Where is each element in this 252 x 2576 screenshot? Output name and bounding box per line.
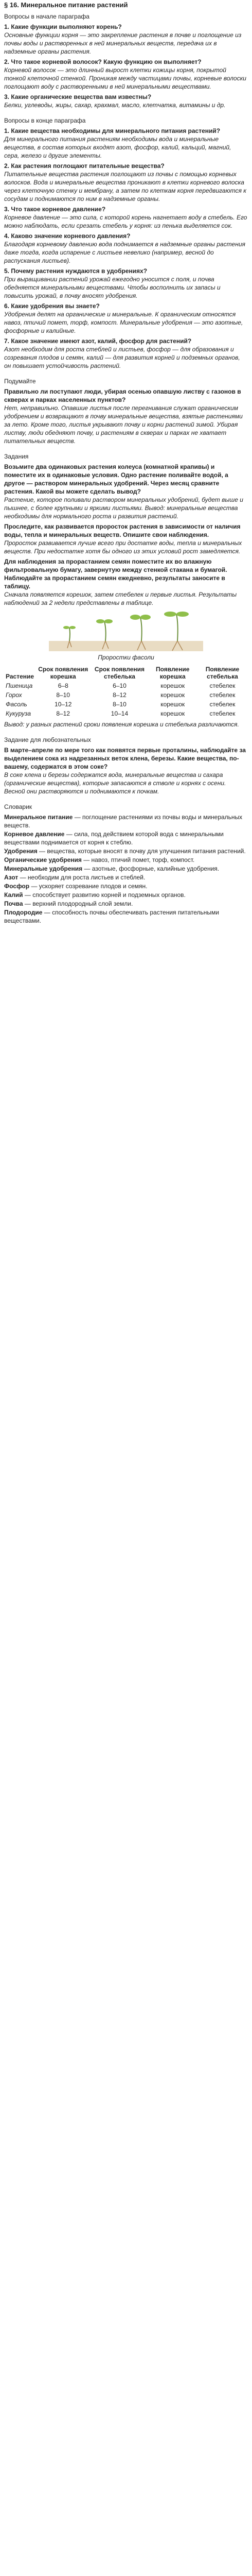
- table-cell: 6–8: [58, 682, 68, 689]
- column-header: Появление стебелька: [205, 666, 240, 680]
- glossary-term: Органические удобрения: [4, 856, 82, 863]
- table-cell: корешок: [160, 710, 185, 717]
- glossary-entry: [4, 882, 248, 890]
- glossary-definition: — ускоряет созревание плодов и семян.: [31, 883, 148, 890]
- answer: Белки, углеводы, жиры, сахар, крахмал, масло, клетчатка, витамины и др.: [4, 101, 226, 109]
- table-cell: 8–10: [56, 691, 70, 699]
- table-row: [4, 709, 248, 718]
- glossary-entry: [4, 900, 248, 908]
- column-header: Растение: [6, 673, 34, 680]
- table-cell: 8–12: [113, 691, 127, 699]
- glossary-entry: [4, 830, 248, 846]
- answer: Для минерального питания растениям необходимы вода и минеральные вещества, в состав которых входят азот, фосфор, калий, кальций, магний, сера, железо и другие элементы.: [4, 135, 231, 159]
- question: 3. Какие органические вещества вам известны?: [4, 93, 152, 100]
- column-header: Срок появления корешка: [38, 666, 88, 680]
- section-heading: Подумайте: [4, 378, 36, 385]
- answer: Корневой волосок — это длинный вырост клетки кожицы корня, покрытой тонкой клеточной стенкой. Проникая между частицами почвы, корневые волоски поглощают воду с растворенными в ней минеральными веществами.: [4, 66, 246, 90]
- glossary-entry: [4, 908, 248, 925]
- table-cell: 8–10: [113, 701, 127, 708]
- glossary-term: Минеральное питание: [4, 814, 73, 821]
- glossary-definition: — азотные, фосфорные, калийные удобрения.: [84, 865, 220, 872]
- question: 1. Какие функции выполняют корень?: [4, 23, 122, 30]
- glossary-definition: — верхний плодородный слой земли.: [24, 900, 133, 907]
- table-row: [4, 690, 248, 700]
- document-page: [0, 0, 252, 929]
- table-header-row: [4, 665, 248, 681]
- question: 3. Что такое корневое давление?: [4, 206, 106, 213]
- table-cell: стебелек: [209, 691, 236, 699]
- glossary-definition: — вещества, которые вносят в почву для улучшения питания растений.: [39, 848, 246, 855]
- task-text: Проследите, как развивается проросток растения в зависимости от наличия воды, тепла и минеральных веществ. Опишите свои наблюдения.: [4, 523, 241, 538]
- answer: Основные функции корня — это закрепление растения в почве и поглощение из почвы воды и растворенных в ней минеральных веществ, передача их в надземные органы растения.: [4, 31, 242, 55]
- figure-caption: Проростки фасоли: [98, 654, 154, 661]
- section-heading: Словарик: [4, 803, 32, 810]
- glossary-entry: [4, 873, 248, 882]
- section-tasks: [4, 452, 248, 728]
- section-think: [4, 377, 248, 445]
- question: 5. Почему растения нуждаются в удобрениях?: [4, 267, 148, 275]
- glossary-definition: — навоз, птичий помет, торф, компост.: [83, 856, 195, 863]
- table-cell: корешок: [160, 701, 185, 708]
- glossary-entry: [4, 813, 248, 829]
- glossary-entry: [4, 891, 248, 899]
- glossary-term: Удобрения: [4, 848, 38, 855]
- task-text: В марте–апреле по мере того как появятся первые проталины, наблюдайте за выделением сока из надрезанных веток клена, березы. Какие вещества, по-вашему, содержатся в этом соке?: [4, 747, 246, 770]
- answer: Питательные вещества растения поглощают из почвы с помощью корневых волосков. Вода и минеральные вещества проникают в клетки корневого волоска через клеточную стенку и мембрану, а затем по клеткам корня передвигаются к сосудам и поднимаются по ним в надземные органы.: [4, 171, 246, 202]
- task-answer: Проросток развивается лучше всего при достатке воды, тепла и минеральных веществ. При недостатке хотя бы одного из этих условий рост замедляется.: [4, 539, 242, 555]
- table-cell: 10–14: [111, 710, 129, 717]
- table-cell: 10–12: [55, 701, 72, 708]
- answer: Удобрения делят на органические и минеральные. К органическим относятся навоз, птичий помет, торф, компост. Минеральные удобрения — это азотные, фосфорные и калийные.: [4, 311, 243, 334]
- glossary-entry: [4, 847, 248, 855]
- column-header: Срок появления стебелька: [94, 666, 145, 680]
- question: 2. Как растения поглощают питательные вещества?: [4, 162, 165, 170]
- task-answer: В соке клена и березы содержатся вода, минеральные вещества и сахара (органические вещества), которые запасаются в стволе и корнях с осени. Весной они растворяются и поднимаются к почкам.: [4, 771, 226, 795]
- table-row: [4, 681, 248, 690]
- page-title: § 16. Минеральное питание растений: [4, 1, 128, 9]
- answer: Нет, неправильно. Опавшие листья после перегнивания служат органическим удобрением и возвращают в почву минеральные вещества, взятые растениями за лето. Кроме того, листья укрывают почву и корни растений зимой. Убирая листву, люди обедняют почву, и растениям в скверах и парках не хватает питательных веществ.: [4, 404, 243, 445]
- table-cell: Горох: [6, 691, 22, 699]
- answer: Азот необходим для роста стеблей и листьев, фосфор — для образования и созревания плодов и семян, калий — для развития корней и подземных органов, он повышает устойчивость растений.: [4, 346, 240, 369]
- glossary-definition: — поглощение растениями из почвы воды и минеральных веществ.: [4, 814, 243, 829]
- seedlings-figure: [4, 610, 248, 662]
- glossary-term: Корневое давление: [4, 831, 65, 838]
- table-cell: 6–10: [113, 682, 127, 689]
- section-end-questions: [4, 116, 248, 370]
- section-heading: Задание для любознательных: [4, 736, 91, 743]
- column-header: Появление корешка: [155, 666, 190, 680]
- section-heading: Вопросы в начале параграфа: [4, 13, 89, 20]
- task-text: Для наблюдения за прорастанием семян поместите их во влажную фильтровальную бумагу, завернутую между стенкой стакана и бумагой. Наблюдайте за прорастанием семян ежедневно, результаты заносите в таблицу.: [4, 558, 227, 590]
- glossary-term: Калий: [4, 891, 23, 899]
- observation-table: [4, 665, 248, 718]
- table-cell: стебелек: [209, 682, 236, 689]
- question: 1. Какие вещества необходимы для минерального питания растений?: [4, 127, 221, 134]
- task-answer: Сначала появляется корешок, затем стебелек и первые листья. Результаты наблюдений за 2 недели представлены в таблице.: [4, 591, 237, 606]
- section-glossary: [4, 803, 248, 925]
- glossary-entry: [4, 865, 248, 873]
- answer: При выращивании растений урожай ежегодно уносится с поля, и почва обедняется минеральными веществами. Чтобы восполнить их запасы и повысить урожай, в почву вносят удобрения.: [4, 276, 221, 299]
- table-cell: Пшеница: [6, 682, 33, 689]
- table-cell: 8–12: [56, 710, 70, 717]
- seedlings-illustration: [49, 610, 203, 651]
- glossary-definition: — необходим для роста листьев и стеблей.: [20, 874, 146, 881]
- task-answer: Растение, которое поливали раствором минеральных удобрений, будет выше и пышнее, с более крупными и яркими листьями. Вывод: минеральные вещества необходимы для нормального роста и развития растений.: [4, 496, 243, 520]
- glossary-definition: — способность почвы обеспечивать растения питательными веществами.: [4, 909, 219, 924]
- glossary-definition: — сила, под действием которой вода с минеральными веществами поднимается от корня к стеблю.: [4, 831, 224, 846]
- glossary-term: Фосфор: [4, 883, 30, 890]
- answer: Корневое давление — это сила, с которой корень нагнетает воду в стебель. Его можно наблюдать, если срезать стебель у корня: из пенька выделяется сок.: [4, 214, 247, 229]
- glossary-definition: — способствует развитию корней и подземных органов.: [24, 891, 186, 899]
- table-cell: стебелек: [209, 701, 236, 708]
- glossary-term: Минеральные удобрения: [4, 865, 83, 872]
- table-cell: корешок: [160, 682, 185, 689]
- question: 4. Каково значение корневого давления?: [4, 232, 131, 240]
- section-heading: Задания: [4, 453, 29, 460]
- answer: Благодаря корневому давлению вода поднимается в надземные органы растения даже тогда, когда испарение с листьев невелико (например, весной до распускания листьев).: [4, 241, 245, 264]
- task-text: Возьмите два одинаковых растения колеуса (комнатной крапивы) и поместите их в одинаковые условия. Одно растение поливайте водой, а другое — раствором минеральных удобрений. Через месяц сравните растения. Какой вы можете сделать вывод?: [4, 463, 228, 495]
- question: Правильно ли поступают люди, убирая осенью опавшую листву с газонов в скверах и парках населенных пунктов?: [4, 388, 241, 403]
- question: 7. Какое значение имеют азот, калий, фосфор для растений?: [4, 337, 192, 345]
- glossary-term: Плодородие: [4, 909, 43, 916]
- section-curious: [4, 736, 248, 795]
- section-heading: Вопросы в конце параграфа: [4, 117, 86, 124]
- glossary-term: Почва: [4, 900, 23, 907]
- table-row: [4, 700, 248, 709]
- glossary-entry: [4, 856, 248, 864]
- table-cell: Фасоль: [6, 701, 27, 708]
- section-start-questions: [4, 12, 248, 109]
- table-cell: стебелек: [209, 710, 236, 717]
- table-conclusion: Вывод: у разных растений сроки появления корешка и стебелька различаются.: [4, 721, 239, 728]
- table-cell: корешок: [160, 691, 185, 699]
- question: 6. Какие удобрения вы знаете?: [4, 302, 100, 310]
- question: 2. Что такое корневой волосок? Какую функцию он выполняет?: [4, 58, 202, 65]
- glossary-term: Азот: [4, 874, 19, 881]
- table-cell: Кукуруза: [6, 710, 31, 717]
